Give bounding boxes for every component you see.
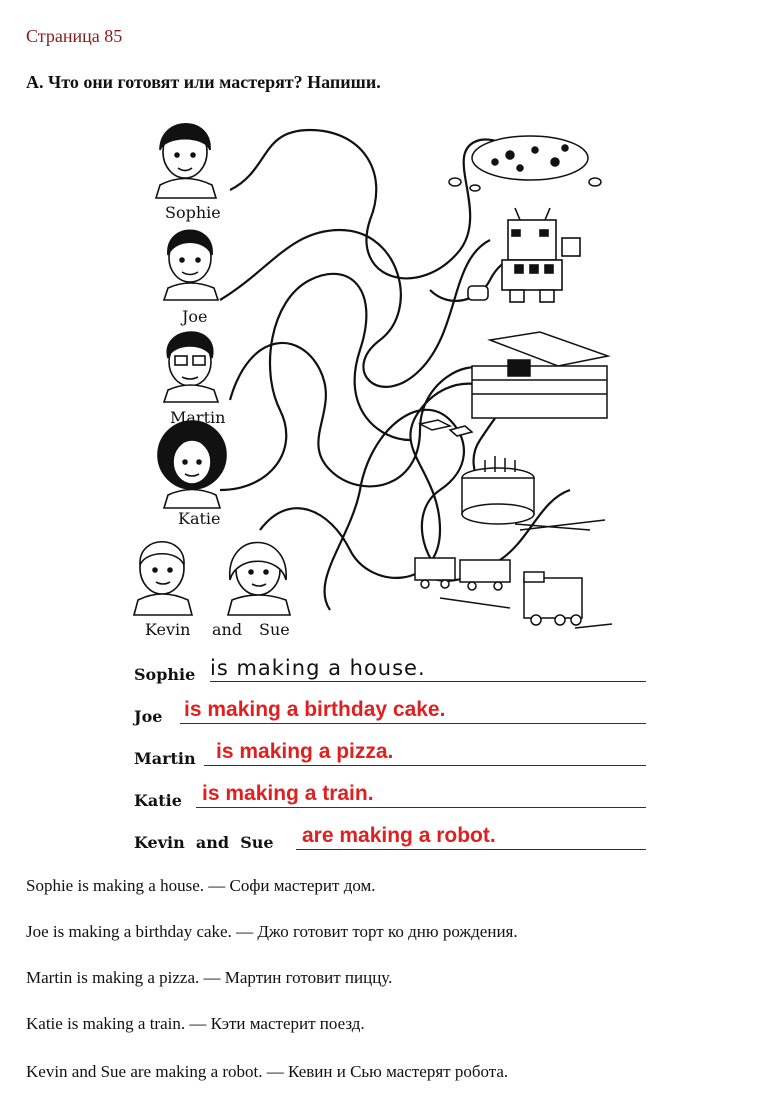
answer-line [210, 681, 646, 682]
maze-drawing [120, 110, 630, 650]
answer-text: are making a robot. [302, 824, 496, 847]
translation-line: Katie is making a train. — Кэти мастерит поезд. [26, 1014, 365, 1033]
answer-subject: Kevin and Sue [134, 833, 274, 852]
answer-subject: Sophie [134, 665, 196, 684]
robot-drawing [468, 208, 580, 302]
kid-faces [134, 124, 290, 615]
sue-face [228, 543, 290, 616]
answer-row-sophie [134, 654, 646, 686]
sophie-face [156, 124, 216, 198]
translation-line: Sophie is making a house. — Софи мастерит дом. [26, 876, 376, 895]
answer-line [196, 807, 646, 808]
answer-row-joe [134, 696, 646, 728]
cake-drawing [462, 456, 605, 530]
answer-line [204, 765, 646, 766]
name-joe: Joe [182, 307, 208, 326]
answer-line [180, 723, 646, 724]
maze-illustration [120, 110, 630, 650]
answer-text-handwritten: is making a house. [210, 656, 426, 680]
answer-text: is making a birthday cake. [184, 698, 446, 721]
translation-line: Martin is making a pizza. — Мартин готовит пиццу. [26, 968, 393, 987]
joe-face [164, 230, 218, 300]
answer-subject: Martin [134, 749, 196, 768]
answer-row-kevin-and-sue [134, 822, 646, 854]
answer-text: is making a train. [202, 782, 374, 805]
martin-face [164, 332, 218, 402]
name-katie: Katie [178, 509, 221, 528]
answer-text: is making a pizza. [216, 740, 394, 763]
house-drawing [420, 332, 608, 436]
name-sue: Sue [259, 620, 290, 639]
katie-face [158, 421, 226, 508]
answer-subject: Katie [134, 791, 182, 810]
answer-line [296, 849, 646, 850]
name-and: and [212, 620, 243, 639]
translation-line: Kevin and Sue are making a robot. — Кевин и Сью мастерят робота. [26, 1062, 509, 1081]
train-drawing [415, 558, 612, 628]
answer-row-katie [134, 780, 646, 812]
name-kevin: Kevin [145, 620, 191, 639]
name-martin: Martin [170, 408, 226, 427]
name-sophie: Sophie [165, 203, 221, 222]
answer-row-martin [134, 738, 646, 770]
exercise-title: A. Что они готовят или мастерят? Напиши. [26, 72, 381, 92]
page-number: Страница 85 [26, 26, 123, 46]
answer-subject: Joe [134, 707, 163, 726]
translation-line: Joe is making a birthday cake. — Джо готовит торт ко дню рождения. [26, 922, 518, 941]
kevin-face [134, 542, 192, 615]
